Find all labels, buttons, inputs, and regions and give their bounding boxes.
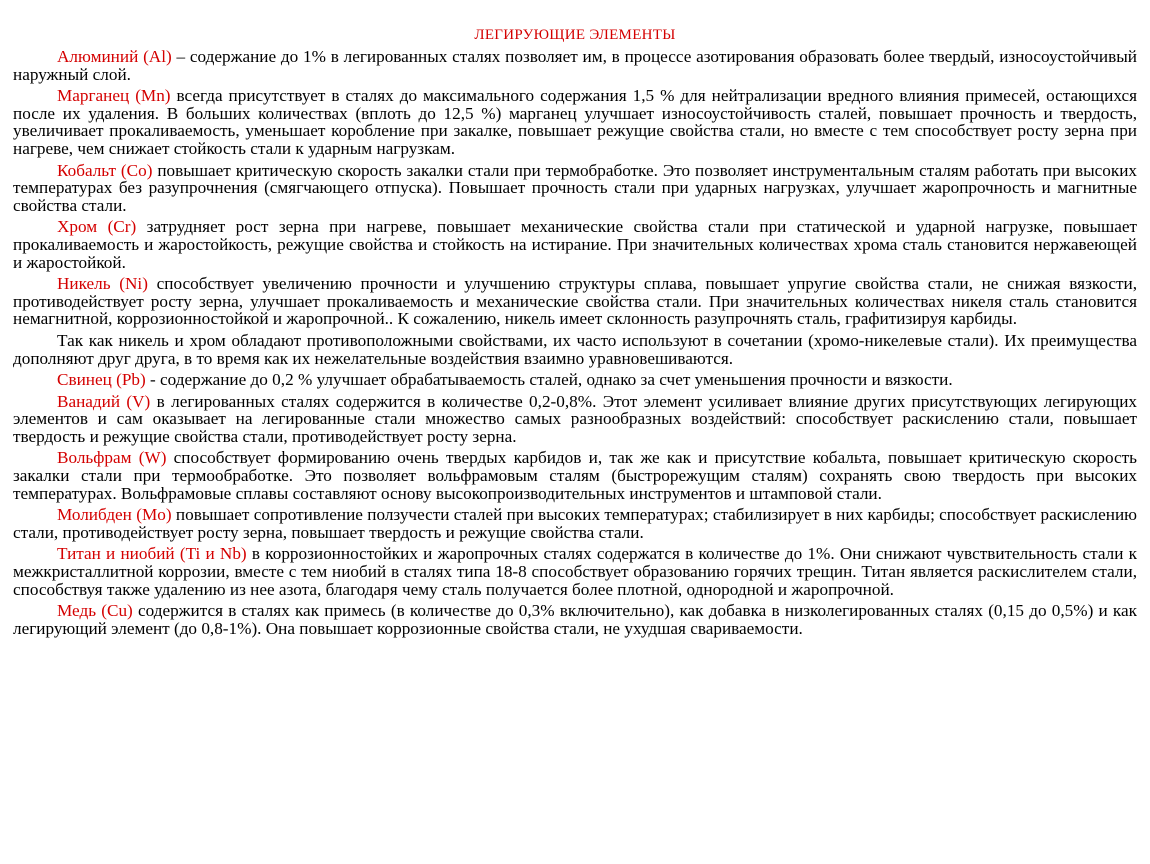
term-lead: Свинец (Pb) (57, 370, 146, 390)
term-cobalt: Кобальт (Co) (57, 160, 153, 180)
term-copper: Медь (Cu) (57, 601, 133, 621)
term-nickel: Никель (Ni) (57, 274, 148, 294)
term-aluminum: Алюминий (Al) (57, 47, 172, 66)
paragraph-text: повышает сопротивление ползучести сталей при высоких температурах; стабилизирует в них карбиды; способствует раскислению стали, противодействует росту зерна, повышает твердость и режущие свойства стали. (13, 505, 1137, 542)
paragraph-nickel (13, 275, 1137, 328)
document-title: ЛЕГИРУЮЩИЕ ЭЛЕМЕНТЫ (474, 27, 676, 43)
paragraph-cobalt (13, 162, 1137, 215)
paragraph-molybdenum (13, 506, 1137, 541)
paragraph-vanadium (13, 393, 1137, 446)
paragraph-text: всегда присутствует в сталях до максимального содержания 1,5 % для нейтрализации вредного влияния примесей, остающихся после их удаления. В больших количествах (вплоть до 12,5 %) марганец улучшает износоустойчивость сталей, повышает прочность и твердость, увеличивает прокаливаемость, уменьшает коробление при закалке, повышает режущие свойства стали, но вместе с тем способствует росту зерна при нагреве, чем снижает стойкость стали к ударным нагрузкам. (13, 86, 1138, 158)
paragraph-text: содержится в сталях как примесь (в количестве до 0,3% включительно), как добавка в низколегированных сталях (0,15 до 0,5%) и как легирующий элемент (до 0,8-1%). Она повышает коррозионные свойства стали, не ухудшая свариваемости. (13, 601, 1137, 638)
term-molybdenum: Молибден (Mo) (57, 505, 172, 525)
term-manganese: Марганец (Mn) (57, 86, 171, 106)
term-tungsten: Вольфрам (W) (57, 448, 167, 468)
paragraph-text: в коррозионностойких и жаропрочных сталях содержатся в количестве до 1%. Они снижают чувствительность стали к межкристаллитной коррозии, вместе с тем ниобий в сталях типа 18-8 способствует образованию горячих трещин. Титан является раскислителем стали, способствуя также удалению из нее азота, благодаря чему сталь получается более плотной, однородной и жаропрочной. (13, 544, 1137, 599)
paragraph-chromium (13, 218, 1137, 271)
paragraph-text: затрудняет рост зерна при нагреве, повышает механические свойства стали при статической и ударной нагрузке, повышает прокаливаемость и жаростойкость, режущие свойства и стойкость на истирание. При значительных количествах хрома сталь становится нержавеющей и жаростойкой. (13, 217, 1137, 272)
paragraph-text: способствует формированию очень твердых карбидов и, так же как и присутствие кобальта, повышает критическую скорость закалки стали при термообработке. Это позволяет вольфрамовым сталям (быстрорежущим сталям) сохранять свою твердость при высоких температурах. Вольфрамовые сплавы составляют основу высокопроизводительных инструментов и штамповой стали. (13, 448, 1137, 503)
paragraph-lead (13, 371, 1137, 389)
paragraph-tungsten (13, 449, 1137, 502)
term-chromium: Хром (Cr) (57, 217, 137, 237)
paragraph-nickel-chrome (13, 332, 1137, 367)
term-titanium-niobium: Титан и ниобий (Ti и Nb) (57, 544, 247, 564)
paragraph-text: повышает критическую скорость закалки стали при термобработке. Это позволяет инструментальным сталям работать при высоких температурах без разупрочнения (смягчающего отпуска). Повышает прочность стали при ударных нагрузках, улучшает жаропрочность и магнитные свойства стали. (13, 160, 1137, 215)
paragraph-text: – содержание до 1% в легированных сталях позволяет им, в процессе азотирования образовать более твердый, износоустойчивый наружный слой. (13, 47, 1137, 84)
paragraph-aluminum (13, 48, 1137, 83)
paragraph-text: в легированных сталях содержится в количестве 0,2-0,8%. Этот элемент усиливает влияние других присутствующих легирующих элементов и сам оказывает на легированные стали множество самых разнообразных воздействий: способствует раскислению стали, повышает твердость и режущие свойства стали, противодействует росту зерна. (13, 391, 1137, 446)
paragraph-titanium-niobium (13, 545, 1137, 598)
paragraph-manganese (13, 87, 1137, 157)
paragraph-text: - содержание до 0,2 % улучшает обрабатываемость сталей, однако за счет уменьшения прочности и вязкости. (145, 370, 953, 390)
paragraph-text: Так как никель и хром обладают противоположными свойствами, их часто используют в сочетании (хромо-никелевые стали). Их преимущества дополняют друг друга, в то время как их нежелательные воздействия взаимно уравновешиваются. (13, 330, 1137, 368)
term-vanadium: Ванадий (V) (57, 391, 151, 411)
paragraph-copper (13, 602, 1137, 637)
paragraph-text: способствует увеличению прочности и улучшению структуры сплава, повышает упругие свойства стали, не снижая вязкости, противодействует росту зерна, улучшает прокаливаемость и механические свойства стали. При значительных количествах никеля сталь становится немагнитной, коррозионностойкой и жаропрочной.. К сожалению, никель имеет склонность разупрочнять сталь, графитизируя карбиды. (13, 274, 1137, 329)
